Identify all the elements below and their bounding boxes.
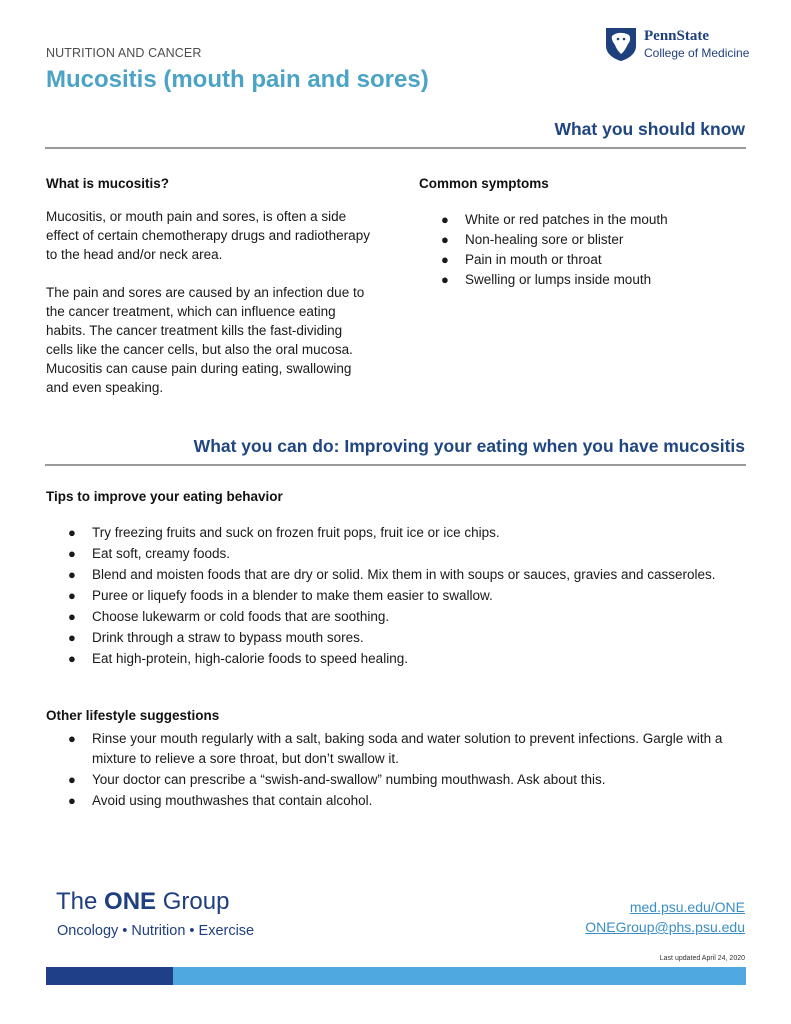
- list-item: ● Non-healing sore or blister: [419, 230, 739, 250]
- bullet-icon: ●: [68, 567, 76, 582]
- page-title: Mucositis (mouth pain and sores): [46, 66, 429, 93]
- symptoms-heading: Common symptoms: [419, 176, 549, 191]
- bullet-icon: ●: [68, 731, 76, 746]
- section-heading-can-do: What you can do: Improving your eating when you have mucositis: [193, 436, 745, 456]
- list-item: ● Eat soft, creamy foods.: [46, 544, 736, 564]
- lifestyle-heading: Other lifestyle suggestions: [46, 708, 220, 723]
- lifestyle-list: [46, 729, 746, 812]
- bullet-icon: ●: [441, 212, 449, 227]
- list-item: ● Blend and moisten foods that are dry or solid. Mix them in with soups or sauces, gravies and casseroles.: [46, 565, 736, 585]
- bullet-icon: ●: [68, 630, 76, 645]
- list-item: ● Eat high-protein, high-calorie foods to speed healing.: [46, 649, 736, 669]
- logo-wordmark: PennState: [644, 28, 709, 44]
- list-item: ● Rinse your mouth regularly with a salt, baking soda and water solution to prevent infections. Gargle with a mixture to relieve a sore throat, but don’t swallow it.: [68, 731, 723, 766]
- list-item: ● Your doctor can prescribe a “swish-and-swallow” numbing mouthwash. Ask about this.: [46, 770, 746, 790]
- list-item: ● Choose lukewarm or cold foods that are soothing.: [46, 607, 736, 627]
- section-divider: [45, 464, 746, 466]
- bullet-icon: ●: [68, 525, 76, 540]
- bullet-icon: ●: [441, 272, 449, 287]
- footer-links: [585, 897, 745, 937]
- logo-subtitle: College of Medicine: [644, 46, 750, 60]
- footer-bar-light: [173, 967, 746, 985]
- one-group-logo: The ONE Group: [56, 888, 230, 915]
- page-kicker: NUTRITION AND CANCER: [46, 46, 202, 60]
- bullet-icon: ●: [68, 609, 76, 624]
- bullet-icon: ●: [68, 793, 76, 808]
- what-is-paragraph: The pain and sores are caused by an infection due to the cancer treatment, which can influence eating habits. The cancer treatment kills the fast-dividing cells like the cancer cells, but also the oral mucosa. Mucositis can cause pain during eating, swallowing and even speaking.: [46, 285, 365, 395]
- what-is-body: [46, 207, 371, 397]
- section-heading-know: What you should know: [554, 119, 745, 139]
- what-is-paragraph: Mucositis, or mouth pain and sores, is often a side effect of certain chemotherapy drugs and radiotherapy to the head and/or neck area.: [46, 209, 370, 262]
- tips-list: [46, 523, 736, 670]
- list-item: ● Swelling or lumps inside mouth: [419, 270, 739, 290]
- last-updated: Last updated April 24, 2020: [659, 955, 745, 962]
- section-divider: [45, 147, 746, 149]
- bullet-icon: ●: [68, 546, 76, 561]
- bullet-icon: ●: [68, 772, 76, 787]
- footer-bar-dark: [46, 967, 173, 985]
- list-item: ● White or red patches in the mouth: [419, 210, 739, 230]
- email-link[interactable]: ONEGroup@phs.psu.edu: [585, 919, 745, 935]
- bullet-icon: ●: [441, 232, 449, 247]
- list-item: ● Drink through a straw to bypass mouth sores.: [46, 628, 736, 648]
- what-is-heading: What is mucositis?: [46, 176, 170, 191]
- symptoms-list: [419, 210, 739, 290]
- list-item: ● Avoid using mouthwashes that contain alcohol.: [46, 791, 746, 811]
- bullet-icon: ●: [441, 252, 449, 267]
- website-link[interactable]: med.psu.edu/ONE: [629, 899, 745, 915]
- one-group-tagline: Oncology • Nutrition • Exercise: [57, 923, 255, 939]
- pennstate-logo[interactable]: [604, 26, 754, 62]
- list-item: ● Try freezing fruits and suck on frozen fruit pops, fruit ice or ice chips.: [46, 523, 736, 543]
- nittany-lion-shield-icon: [604, 26, 638, 62]
- tips-heading: Tips to improve your eating behavior: [46, 489, 283, 504]
- bullet-icon: ●: [68, 651, 76, 666]
- list-item: ● Pain in mouth or throat: [419, 250, 739, 270]
- list-item: ● Puree or liquefy foods in a blender to make them easier to swallow.: [46, 586, 736, 606]
- bullet-icon: ●: [68, 588, 76, 603]
